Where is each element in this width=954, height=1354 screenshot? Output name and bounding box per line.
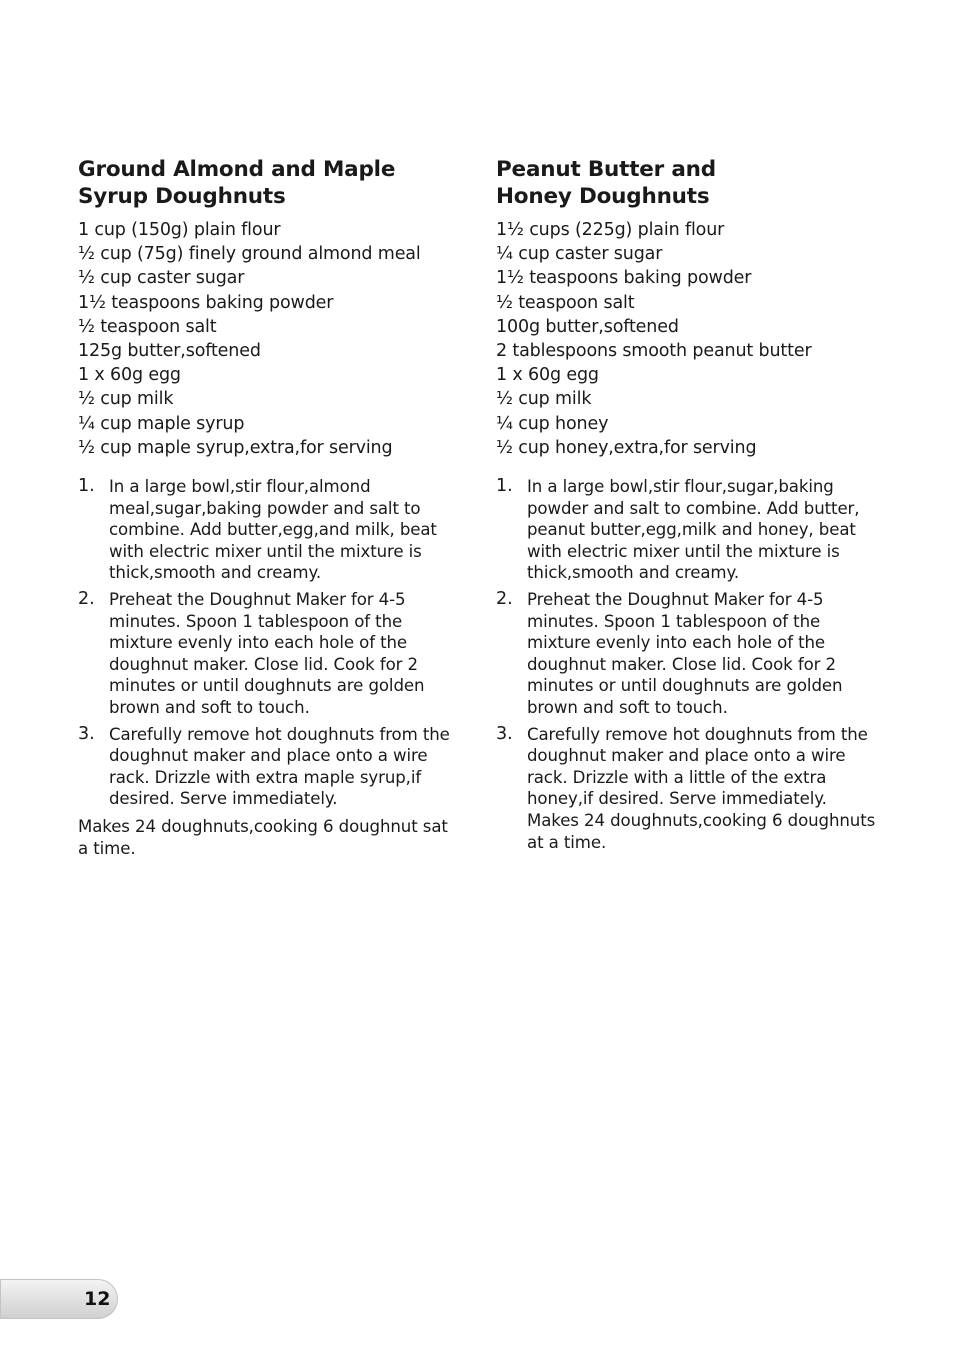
method-step (78, 724, 458, 810)
method-step (78, 476, 458, 584)
ingredient-item: 1½ teaspoons baking powder (78, 292, 334, 313)
ingredient-item: ¼ cup caster sugar (496, 244, 663, 265)
method-step (496, 476, 886, 584)
recipe-title-line-1: Ground Almond and Maple (78, 157, 396, 182)
recipe-title-line-1: Peanut Butter and (496, 157, 716, 182)
method-step (496, 589, 886, 719)
method-steps (496, 476, 886, 810)
step-text: Preheat the Doughnut Maker for 4-5 minutes. Spoon 1 tablespoon of the mixture evenly into each hole of the doughnut maker. Close lid. Cook for 2 minutes or until doughnuts are golden brown and soft to touch. (527, 590, 843, 717)
recipe-peanut-honey (496, 156, 886, 853)
ingredient-item: 1½ cups (225g) plain flour (496, 220, 725, 240)
ingredient-item: ½ cup milk (496, 389, 592, 410)
ingredient-item: 1½ teaspoons baking powder (496, 268, 752, 289)
recipe-title (78, 156, 458, 210)
ingredient-item: ¼ cup honey (496, 413, 609, 434)
recipe-title-line-2: Syrup Doughnuts (78, 184, 286, 209)
step-text: Carefully remove hot doughnuts from the doughnut maker and place onto a wire rack. Drizzle with a little of the extra honey,if desired. Serve immediately. (527, 724, 868, 809)
method-steps (78, 476, 458, 810)
ingredient-item: 1 cup (150g) plain flour (78, 220, 281, 240)
ingredient-item: ½ cup (75g) finely ground almond meal (78, 244, 421, 265)
step-number: 2. (78, 589, 95, 609)
ingredient-item: 100g butter,softened (496, 316, 679, 337)
ingredient-list (496, 218, 886, 460)
ingredient-item: 1 x 60g egg (496, 365, 599, 386)
step-text: In a large bowl,stir flour,almond meal,sugar,baking powder and salt to combine. Add butter,egg,and milk, beat with electric mixer until the mixture is thick,smooth and creamy. (109, 477, 437, 583)
recipe-title-line-2: Honey Doughnuts (496, 184, 710, 209)
ingredient-item: ½ cup caster sugar (78, 268, 245, 289)
ingredient-item: 2 tablespoons smooth peanut butter (496, 341, 812, 362)
step-text: In a large bowl,stir flour,sugar,baking powder and salt to combine. Add butter, peanut butter,egg,milk and honey, beat with electric mixer until the mixture is thick,smooth and creamy. (527, 477, 860, 583)
ingredient-item: ½ cup maple syrup,extra,for serving (78, 437, 393, 458)
ingredient-item: ½ cup milk (78, 389, 174, 410)
step-number: 3. (78, 723, 95, 744)
yield-note: Makes 24 doughnuts,cooking 6 doughnut sat a time. (78, 816, 448, 858)
recipe-almond-maple (78, 156, 458, 859)
ingredient-list (78, 218, 458, 460)
ingredient-item: ½ cup honey,extra,for serving (496, 437, 757, 458)
ingredient-item: 1 x 60g egg (78, 365, 181, 386)
ingredient-item: ½ teaspoon salt (78, 316, 217, 337)
method-step (496, 724, 886, 810)
method-step (78, 589, 458, 719)
ingredient-item: 125g butter,softened (78, 341, 261, 362)
step-number: 1. (78, 476, 95, 497)
step-text: Preheat the Doughnut Maker for 4-5 minutes. Spoon 1 tablespoon of the mixture evenly into each hole of the doughnut maker. Close lid. Cook for 2 minutes or until doughnuts are golden brown and soft to touch. (109, 590, 425, 717)
recipe-title (496, 156, 886, 210)
step-number: 2. (496, 589, 513, 609)
step-number: 1. (496, 476, 513, 497)
step-text: Carefully remove hot doughnuts from the doughnut maker and place onto a wire rack. Drizzle with extra maple syrup,if desired. Serve immediately. (109, 724, 450, 809)
ingredient-item: ¼ cup maple syrup (78, 413, 245, 434)
page-number: 12 (84, 1288, 111, 1310)
step-number: 3. (496, 723, 513, 744)
ingredient-item: ½ teaspoon salt (496, 292, 635, 313)
yield-note: Makes 24 doughnuts,cooking 6 doughnuts at a time. (527, 810, 876, 852)
